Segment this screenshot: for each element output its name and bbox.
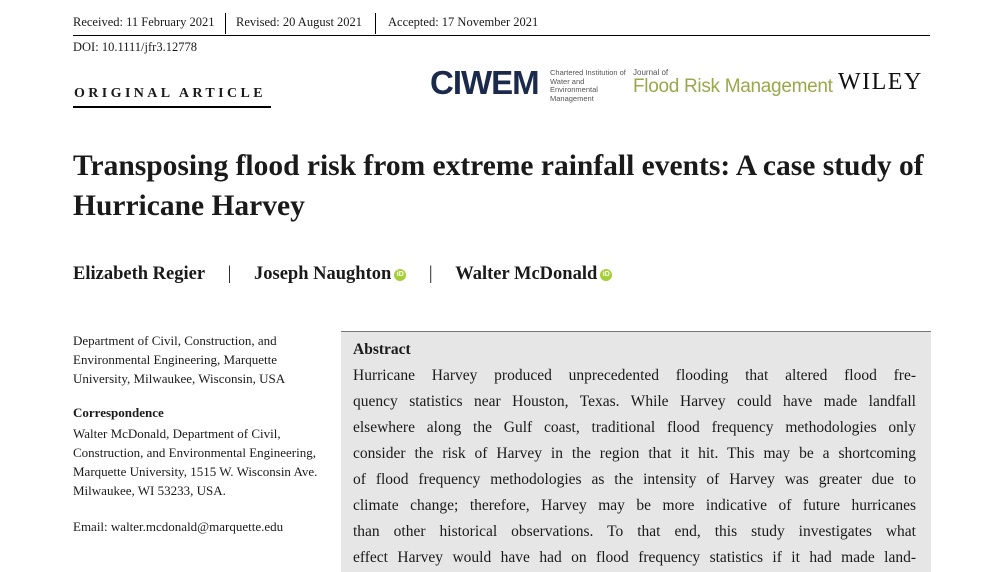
journal-of-label: Journal of <box>633 68 669 77</box>
correspondence-email[interactable]: Email: walter.mcdonald@marquette.edu <box>73 519 284 534</box>
affiliation: Department of Civil, Construction, and Environmental Engineering, Marquette University, Milwaukee, Wisconsin, USA <box>73 333 286 386</box>
publisher-logos <box>430 64 930 104</box>
author-separator: | <box>428 264 433 284</box>
author-name[interactable]: Walter McDonald <box>455 264 598 284</box>
divider <box>225 13 226 34</box>
abstract-heading: Abstract <box>353 341 411 358</box>
journal-logo[interactable]: Flood Risk Management <box>633 76 833 97</box>
abstract-line: quency statistics near Houston, Texas. While Harvey could have made landfall <box>353 393 916 410</box>
revised-date: Revised: 20 August 2021 <box>236 15 363 29</box>
accepted-date: Accepted: 17 November 2021 <box>388 15 539 29</box>
ciwem-logo[interactable]: CIWEM <box>430 64 539 101</box>
correspondence-heading: Correspondence <box>73 405 164 420</box>
article-dates-bar <box>73 13 930 35</box>
received-date: Received: 11 February 2021 <box>73 15 215 29</box>
correspondence-address: Walter McDonald, Department of Civil, Construction, and Environmental Engineering, Marquette University, 1515 W. Wisconsin Ave. Milwaukee, WI 53233, USA. <box>73 426 318 498</box>
author-separator: | <box>227 264 232 284</box>
abstract-body <box>353 363 916 571</box>
section-label: ORIGINAL ARTICLE <box>74 86 267 101</box>
abstract-line: climate change; therefore, Harvey may be more indicative of future hurricanes <box>353 497 916 514</box>
abstract-line: than other historical observations. To that end, this study investigates what <box>353 523 916 540</box>
article-title: Transposing flood risk from extreme rainfall events: A case study of Hurricane Harvey <box>73 150 924 222</box>
orcid-icon[interactable]: iD <box>600 269 612 281</box>
wiley-logo[interactable]: WILEY <box>838 69 923 95</box>
section-rule <box>73 106 271 108</box>
orcid-icon[interactable]: iD <box>394 269 406 281</box>
ciwem-subtitle: Chartered Institution of Water and Environmental Management <box>550 68 626 103</box>
abstract-line: Hurricane Harvey produced unprecedented flooding that altered flood fre- <box>353 367 916 384</box>
abstract-line: consider the risk of Harvey in the region that it hit. This may be a shortcoming <box>353 445 916 462</box>
author-name[interactable]: Elizabeth Regier <box>73 264 206 284</box>
doi[interactable]: DOI: 10.1111/jfr3.12778 <box>73 40 197 54</box>
abstract-line: of flood frequency methodologies as the intensity of Harvey was greater due to <box>353 471 916 488</box>
author-name[interactable]: Joseph Naughton <box>254 264 392 284</box>
divider <box>375 13 376 34</box>
author-list <box>73 264 612 285</box>
abstract-line: effect Harvey would have had on flood frequency statistics if it had made land- <box>353 549 916 566</box>
abstract-line: elsewhere along the Gulf coast, traditional flood frequency methodologies only <box>353 419 916 436</box>
header-rule <box>73 35 930 36</box>
abstract-box <box>341 331 931 572</box>
